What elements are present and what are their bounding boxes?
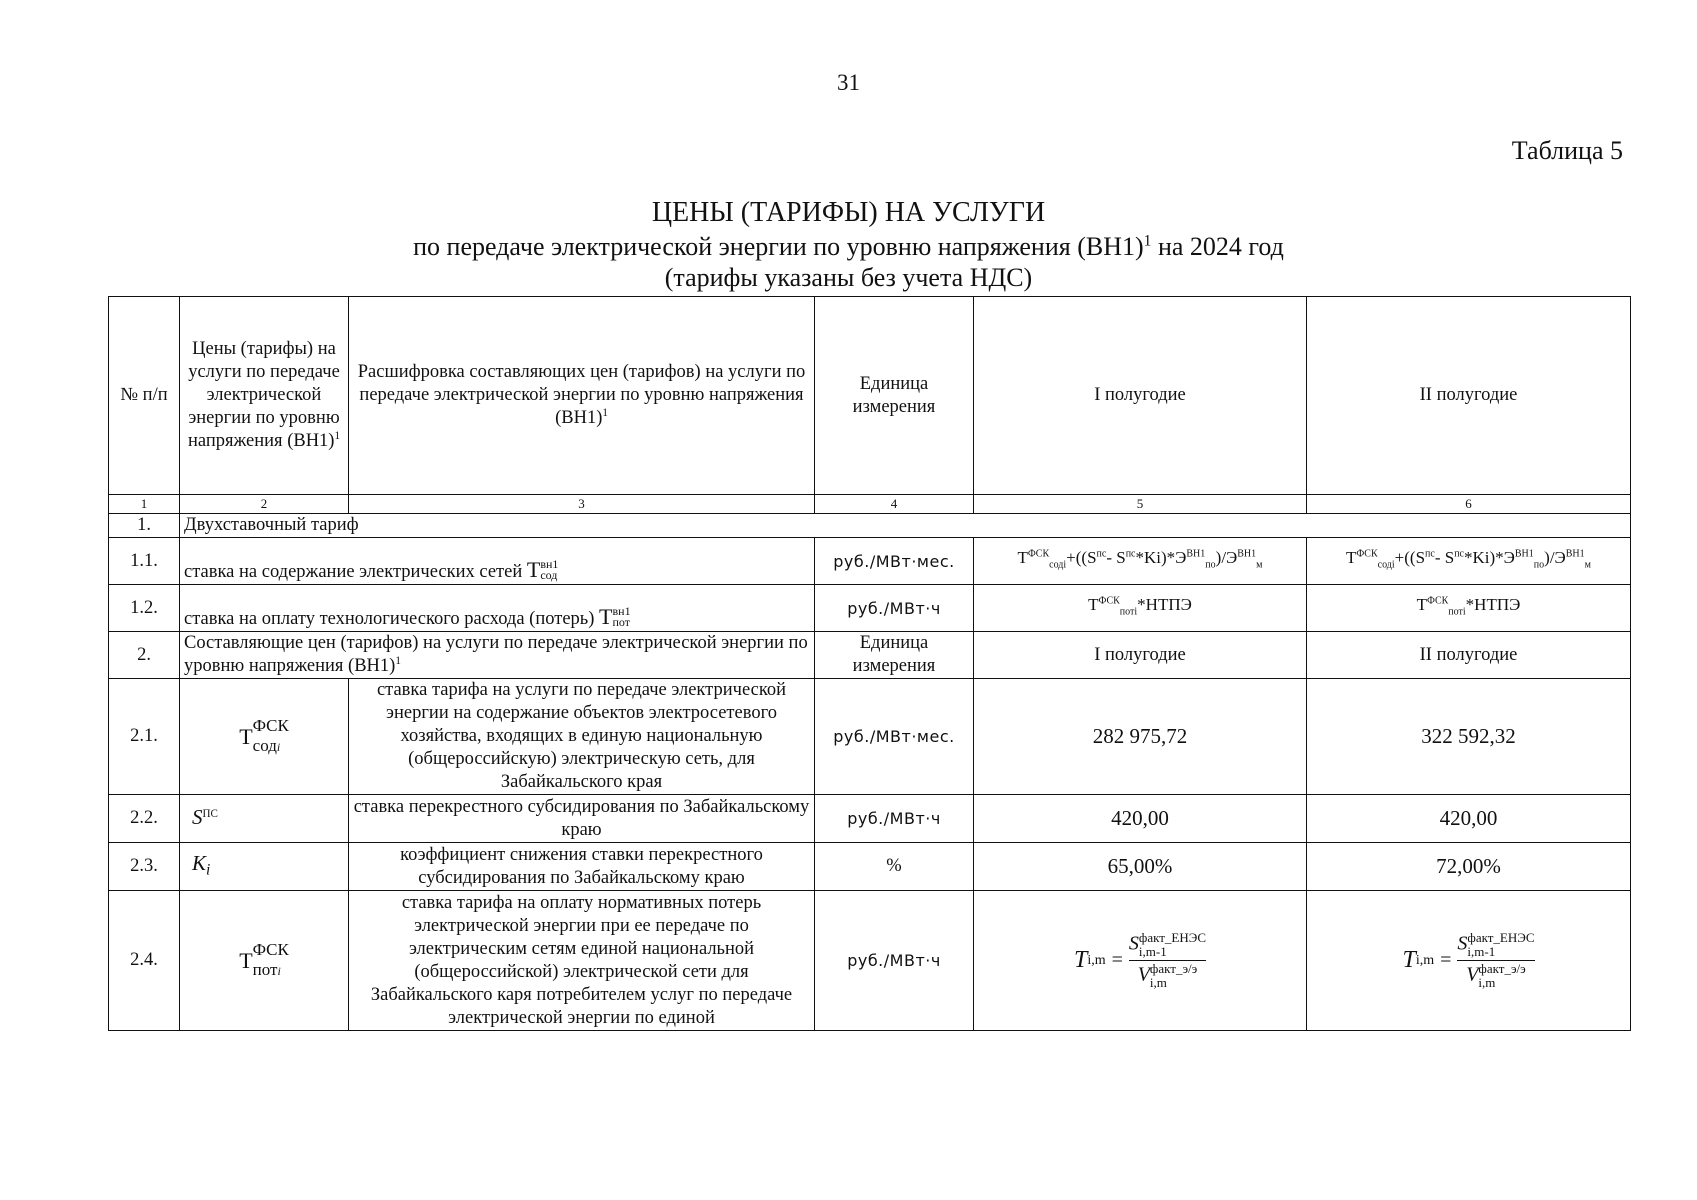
unit-cell: руб./МВт·ч — [815, 891, 974, 1031]
symbol-cell: Т ФСК содi — [180, 679, 349, 795]
formula-cell — [974, 891, 1307, 1031]
header-col-number: № п/п — [109, 297, 180, 495]
document-subtitle: по передаче электрической энергии по уровню напряжения $(ВН1)^1$ на 2024 год — [413, 232, 1284, 261]
unit-cell: Единица измерения — [815, 632, 974, 679]
half1-cell: I полугодие — [974, 632, 1307, 679]
header-row — [109, 297, 1631, 495]
header-col-half1: I полугодие — [974, 297, 1307, 495]
tariff-symbol: Т вн1 сод — [526, 556, 559, 582]
row-number: 2.3. — [109, 843, 180, 891]
column-number: 5 — [974, 495, 1307, 514]
table-row — [109, 514, 1631, 538]
half2-value: 322 592,32 — [1307, 679, 1631, 795]
column-number: 2 — [180, 495, 349, 514]
half2-value: 72,00% — [1307, 843, 1631, 891]
table-row — [109, 795, 1631, 843]
row-number: 2.4. — [109, 891, 180, 1031]
tariff-table — [108, 296, 1631, 1031]
formula-cell: $Т^{ФСК}_{содi}+((S^{пс}-$ $S^{пс}*Ki)*Э^{ВН1}_{по})/Э^{ВН1}_м$ — [1307, 538, 1631, 585]
table-row — [109, 891, 1631, 1031]
formula-cell: $Т^{ФСК}_{потi}*НТПЭ$ — [1307, 585, 1631, 632]
table-row — [109, 632, 1631, 679]
formula-cell — [1307, 891, 1631, 1031]
half2-value: 420,00 — [1307, 795, 1631, 843]
formula-cell: $Т^{ФСК}_{потi}*НТПЭ$ — [974, 585, 1307, 632]
description-cell: коэффициент снижения ставки перекрестного субсидирования по Забайкальскому краю — [349, 843, 815, 891]
table-row — [109, 679, 1631, 795]
column-number: 3 — [349, 495, 815, 514]
column-number: 4 — [815, 495, 974, 514]
header-col-half2: II полугодие — [1307, 297, 1631, 495]
row-number: 1. — [109, 514, 180, 538]
column-number-row — [109, 495, 1631, 514]
unit-cell: руб./МВт·мес. — [815, 538, 974, 585]
half1-value: 282 975,72 — [974, 679, 1307, 795]
row-number: 2.1. — [109, 679, 180, 795]
document-title: ЦЕНЫ (ТАРИФЫ) НА УСЛУГИ — [651, 197, 1046, 228]
header-col-breakdown: Расшифровка составляющих цен (тарифов) на услуги по передаче электрической энергии по уровню напряжения $(ВН1)^1$ — [349, 297, 815, 495]
symbol-cell: Т ФСК потi — [180, 891, 349, 1031]
row-number: 1.2. — [109, 585, 180, 632]
loss-rate-formula: T i,m = S факт_ЕНЭС i,m-1 V факт_э/э i,m — [1402, 930, 1535, 990]
row-number: 2.2. — [109, 795, 180, 843]
formula-cell: $Т^{ФСК}_{содi}+((S^{пс}-$ $S^{пс}*Ki)*Э^{ВН1}_{по})/Э^{ВН1}_м$ — [974, 538, 1307, 585]
symbol-cell: $K_i$ — [180, 843, 349, 891]
symbol-cell: $S^{ПС}$ — [180, 795, 349, 843]
page-number: 31 — [837, 70, 860, 95]
unit-cell: руб./МВт·ч — [815, 585, 974, 632]
header-col-unit: Единица измерения — [815, 297, 974, 495]
row-number: 2. — [109, 632, 180, 679]
table-row — [109, 843, 1631, 891]
description-cell: ставка тарифа на оплату нормативных потерь электрической энергии при ее передаче по электрическим сетям единой национальной (общероссийской) электрической сети для Забайкальского каря потребителем услуг по передаче электрической энергии по единой — [349, 891, 815, 1031]
loss-rate-formula: T i,m = S факт_ЕНЭС i,m-1 V факт_э/э i,m — [1073, 930, 1207, 990]
row-label: ставка на оплату технологического расхода (потерь) Т вн1 пот — [180, 585, 815, 632]
unit-cell: руб./МВт·мес. — [815, 679, 974, 795]
description-cell: ставка перекрестного субсидирования по Забайкальскому краю — [349, 795, 815, 843]
row-label: Составляющие цен (тарифов) на услуги по передаче электрической энергии по уровню напряжения $(ВН1)^1$ — [180, 632, 815, 679]
description-cell: ставка тарифа на услуги по передаче электрической энергии на содержание объектов электросетевого хозяйства, входящих в единую национальную (общероссийскую) электрическую сеть, для Забайкальского края — [349, 679, 815, 795]
row-label: ставка на содержание электрических сетей Т вн1 сод — [180, 538, 815, 585]
header-col-tariff: Цены (тарифы) на услуги по передаче электрической энергии по уровню напряжения $(ВН1)^1$ — [180, 297, 349, 495]
table-tag: Таблица 5 — [1511, 136, 1623, 165]
table-row — [109, 538, 1631, 585]
row-label: Двухставочный тариф — [180, 514, 1631, 538]
column-number: 1 — [109, 495, 180, 514]
unit-cell: руб./МВт·ч — [815, 795, 974, 843]
half2-cell: II полугодие — [1307, 632, 1631, 679]
document-subtitle-note: (тарифы указаны без учета НДС) — [664, 263, 1033, 292]
row-number: 1.1. — [109, 538, 180, 585]
table-row — [109, 585, 1631, 632]
half1-value: 65,00% — [974, 843, 1307, 891]
half1-value: 420,00 — [974, 795, 1307, 843]
tariff-symbol: Т вн1 пот — [599, 603, 631, 629]
unit-cell: % — [815, 843, 974, 891]
column-number: 6 — [1307, 495, 1631, 514]
